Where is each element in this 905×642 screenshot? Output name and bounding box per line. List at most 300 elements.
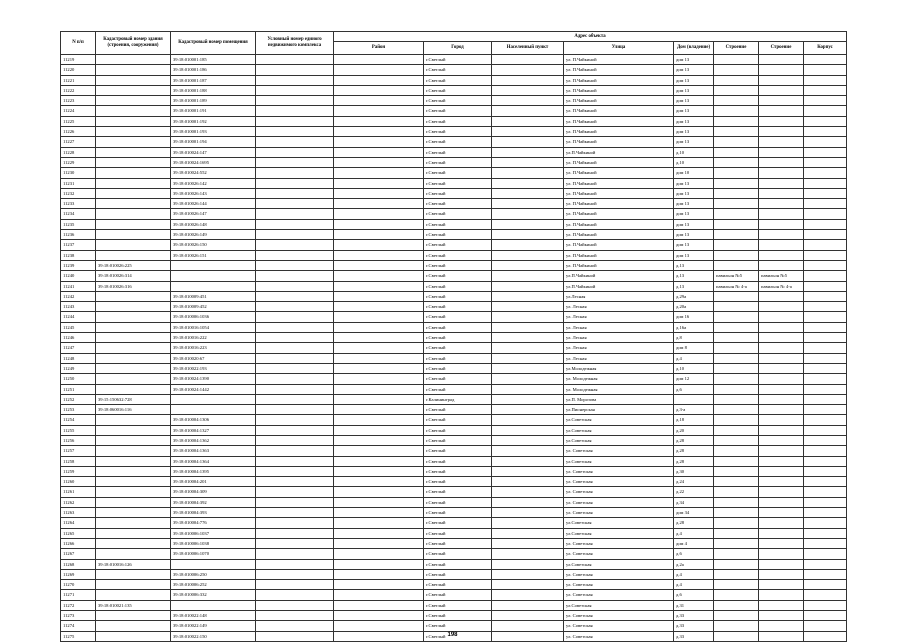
table-cell: 11219 [61,55,96,65]
table-cell: г.Светлый [424,343,492,353]
table-cell [759,147,804,157]
table-cell [256,157,334,167]
table-cell: ул. Советская [564,446,674,456]
table-cell [804,106,847,116]
table-cell [96,353,171,363]
table-cell: 11230 [61,168,96,178]
table-cell: г.Светлый [424,240,492,250]
table-cell: ул.Советская [564,528,674,538]
table-cell: дом 13 [674,188,714,198]
table-cell [334,374,424,384]
table-cell: 39:18:010016:222 [171,333,256,343]
table-cell [334,281,424,291]
table-cell [96,580,171,590]
table-cell [759,188,804,198]
table-cell [759,384,804,394]
table-cell [256,425,334,435]
table-cell: дом 13 [674,65,714,75]
table-cell: д.33 [674,621,714,631]
table-cell [759,549,804,559]
table-cell: д.4 [674,353,714,363]
table-cell: дом 13 [674,55,714,65]
table-cell [714,199,759,209]
table-cell [334,466,424,476]
header-korpus: Корпус [804,42,847,55]
table-cell [714,549,759,559]
table-cell [804,549,847,559]
table-cell [256,580,334,590]
table-cell: д.28 [674,446,714,456]
table-cell [256,188,334,198]
table-cell [256,415,334,425]
table-cell: ул. Лесная [564,312,674,322]
table-cell [334,302,424,312]
table-cell [759,363,804,373]
table-cell [714,466,759,476]
table-cell: 39:18:010001:185 [171,55,256,65]
table-cell [256,322,334,332]
table-cell [804,374,847,384]
table-cell [96,611,171,621]
table-cell [171,271,256,281]
table-cell [714,425,759,435]
table-cell [714,446,759,456]
table-cell [759,435,804,445]
table-cell: дом 34 [674,508,714,518]
table-row [61,353,847,363]
table-cell: г.Светлый [424,538,492,548]
table-cell [96,446,171,456]
table-cell [256,281,334,291]
table-cell: павильон № 4-а [759,281,804,291]
table-cell: 11268 [61,559,96,569]
table-cell [334,611,424,621]
table-cell [759,621,804,631]
table-cell [759,302,804,312]
table-cell: 39:18:010024:552 [171,168,256,178]
table-cell: дом 10 [674,168,714,178]
table-cell [334,518,424,528]
table-cell: ул. П.Чайкиной [564,209,674,219]
table-cell: 11237 [61,240,96,250]
table-cell: ул. П.Чайкиной [564,199,674,209]
table-cell [96,65,171,75]
table-cell: г.Светлый [424,580,492,590]
table-cell [759,250,804,260]
table-cell: 11225 [61,116,96,126]
table-cell [804,487,847,497]
table-cell [804,394,847,404]
table-cell [256,250,334,260]
table-cell [804,538,847,548]
table-cell: ул. П.Чайкиной [564,116,674,126]
table-cell [256,260,334,270]
table-cell [714,96,759,106]
table-cell: ул. Советская [564,631,674,641]
table-cell [804,127,847,137]
table-cell: г.Светлый [424,127,492,137]
table-cell [804,209,847,219]
table-cell: 39:18:010026:149 [171,230,256,240]
table-cell [256,65,334,75]
table-cell: г.Светлый [424,199,492,209]
table-cell: 39:18:010004:1395 [171,466,256,476]
table-cell: 11259 [61,466,96,476]
table-row [61,65,847,75]
table-cell: г.Светлый [424,85,492,95]
table-cell [714,497,759,507]
table-cell: ул. Советская [564,508,674,518]
table-cell: 11241 [61,281,96,291]
table-cell [334,127,424,137]
table-cell [334,446,424,456]
table-cell [804,446,847,456]
table-cell [714,456,759,466]
table-cell [256,271,334,281]
table-cell [256,363,334,373]
table-cell: ул. Молодежная [564,384,674,394]
table-cell [714,508,759,518]
table-cell: г.Светлый [424,600,492,610]
table-cell: 39:18:010020:67 [171,353,256,363]
table-cell [334,508,424,518]
table-cell [714,435,759,445]
table-cell [759,569,804,579]
table-cell: ул.Советская [564,456,674,466]
table-cell: 11226 [61,127,96,137]
table-cell: 11253 [61,405,96,415]
table-row [61,127,847,137]
table-cell: 11222 [61,85,96,95]
table-cell: дом 13 [674,240,714,250]
table-cell: 11223 [61,96,96,106]
table-cell: 11267 [61,549,96,559]
table-cell: 39:18:060016:116 [96,405,171,415]
table-cell [334,96,424,106]
table-cell: ул. Советская [564,466,674,476]
table-cell [334,353,424,363]
table-cell: 39:18:010004:1306 [171,415,256,425]
table-cell [96,85,171,95]
table-cell: г.Светлый [424,312,492,322]
table-cell: г.Светлый [424,333,492,343]
table-cell [714,394,759,404]
table-cell: 11265 [61,528,96,538]
table-cell [804,405,847,415]
table-cell [96,466,171,476]
table-cell: д.16а [674,322,714,332]
table-cell: ул. П.Чайкиной [564,240,674,250]
table-cell: ул. П.Чайкиной [564,55,674,65]
table-cell: 11274 [61,621,96,631]
table-cell: ул. Советская [564,477,674,487]
table-cell: г.Светлый [424,405,492,415]
table-cell [256,549,334,559]
table-cell: д.13 [674,281,714,291]
table-cell: 11258 [61,456,96,466]
table-row [61,302,847,312]
table-cell [714,302,759,312]
table-cell [492,456,564,466]
table-cell: дом 13 [674,75,714,85]
table-cell [96,209,171,219]
table-cell [759,85,804,95]
header-num: N п/п [61,32,96,55]
table-cell: д.33 [674,631,714,641]
table-cell: 39:18:010001:187 [171,75,256,85]
table-cell [714,353,759,363]
table-cell [334,85,424,95]
table-cell [759,508,804,518]
table-cell [492,302,564,312]
table-row [61,487,847,497]
table-cell [804,178,847,188]
table-cell [714,260,759,270]
table-cell [714,363,759,373]
table-cell [256,55,334,65]
table-cell [256,85,334,95]
table-cell: г.Калининград [424,394,492,404]
table-cell: 11270 [61,580,96,590]
table-cell: г.Светлый [424,569,492,579]
table-cell [759,425,804,435]
table-cell [492,322,564,332]
table-cell: ул.П. Морозова [564,394,674,404]
table-cell [334,343,424,353]
table-cell [492,477,564,487]
table-cell: ул. П.Чайкиной [564,168,674,178]
table-cell: 11246 [61,333,96,343]
table-cell [492,168,564,178]
table-cell [714,374,759,384]
table-cell: 11242 [61,291,96,301]
table-cell [714,55,759,65]
table-cell [96,116,171,126]
table-cell [804,415,847,425]
table-cell: ул. Советская [564,487,674,497]
table-cell [492,425,564,435]
table-cell [804,518,847,528]
table-cell [759,96,804,106]
table-cell: 11273 [61,611,96,621]
table-cell [256,384,334,394]
table-cell: ул.Советская [564,559,674,569]
table-cell [96,497,171,507]
table-cell [334,137,424,147]
table-cell [804,55,847,65]
table-cell [256,343,334,353]
header-address: Адрес объекта [334,32,847,42]
table-cell [171,405,256,415]
table-cell [492,466,564,476]
table-cell [96,55,171,65]
table-cell: 39:18:010001:193 [171,127,256,137]
table-cell [759,199,804,209]
table-cell [714,65,759,75]
table-cell: 11234 [61,209,96,219]
table-row [61,178,847,188]
table-cell [492,621,564,631]
table-cell [714,188,759,198]
table-cell: ул. Советская [564,621,674,631]
table-cell [96,384,171,394]
table-cell [804,147,847,157]
table-cell: д.4 [674,569,714,579]
table-cell: г.Светлый [424,168,492,178]
table-cell: ул. П.Чайкиной [564,137,674,147]
table-cell [714,518,759,528]
table-cell [804,260,847,270]
table-row [61,394,847,404]
table-cell: 11269 [61,569,96,579]
table-cell [492,497,564,507]
table-cell: г.Светлый [424,621,492,631]
table-cell [492,209,564,219]
table-cell: д.13 [674,271,714,281]
table-row [61,508,847,518]
table-cell [714,106,759,116]
table-cell [759,178,804,188]
table-row [61,271,847,281]
table-cell: ул. Советская [564,497,674,507]
table-cell [256,240,334,250]
table-cell: г.Светлый [424,65,492,75]
table-cell [96,127,171,137]
table-cell [804,477,847,487]
table-cell: 39:18:010021:135 [96,600,171,610]
table-cell [334,250,424,260]
table-cell [334,322,424,332]
table-cell [334,621,424,631]
table-cell [714,75,759,85]
table-cell [714,209,759,219]
table-cell [759,353,804,363]
table-cell [804,528,847,538]
table-cell: павильон №5 [759,271,804,281]
table-cell: 11227 [61,137,96,147]
table-cell [759,559,804,569]
table-row [61,518,847,528]
table-cell: 39:18:010016:223 [171,343,256,353]
header-settlement: Населенный пункт [492,42,564,55]
table-cell [96,569,171,579]
table-cell: дом 13 [674,230,714,240]
table-cell: 39:18:010026:314 [96,271,171,281]
table-cell: 11256 [61,435,96,445]
table-cell [759,55,804,65]
table-cell [334,497,424,507]
table-cell [714,127,759,137]
table-cell [759,209,804,219]
table-cell: 39:18:010026:150 [171,240,256,250]
table-cell [256,518,334,528]
table-cell [256,374,334,384]
table-body [61,55,847,642]
table-cell [492,312,564,322]
table-cell [759,127,804,137]
table-cell [334,240,424,250]
table-cell [256,116,334,126]
table-cell: ул. П.Чайкиной [564,260,674,270]
table-cell: г.Светлый [424,611,492,621]
table-cell [256,435,334,445]
table-row [61,497,847,507]
table-cell: 39:18:010022:149 [171,621,256,631]
table-cell: 11260 [61,477,96,487]
table-cell [804,230,847,240]
table-cell [714,559,759,569]
table-cell: г.Светлый [424,157,492,167]
table-cell: 39:18:010001:189 [171,96,256,106]
table-cell [96,188,171,198]
table-cell [804,621,847,631]
table-cell [804,384,847,394]
table-cell: ул.П.Чайкиной [564,147,674,157]
table-cell: 11271 [61,590,96,600]
table-cell: дом 13 [674,199,714,209]
table-cell: г.Светлый [424,250,492,260]
table-row [61,199,847,209]
table-cell: 11243 [61,302,96,312]
table-cell [334,363,424,373]
table-cell [759,590,804,600]
table-cell [334,415,424,425]
table-cell: 11231 [61,178,96,188]
table-cell [492,374,564,384]
table-cell [334,65,424,75]
table-row [61,219,847,229]
table-cell [256,127,334,137]
table-cell [96,415,171,425]
table-cell: дом 12 [674,374,714,384]
table-cell: ул.Пионерская [564,405,674,415]
table-row [61,96,847,106]
table-cell [334,569,424,579]
table-cell [804,425,847,435]
table-cell [256,590,334,600]
table-cell: д.29а [674,291,714,301]
table-cell [714,137,759,147]
table-cell: 11250 [61,374,96,384]
table-cell: г.Светлый [424,260,492,270]
table-cell: д.30 [674,466,714,476]
table-cell [334,333,424,343]
table-cell: 11240 [61,271,96,281]
table-cell [714,333,759,343]
table-cell: ул.Советская [564,415,674,425]
table-cell [256,466,334,476]
table-cell: 39:18:010006:1036 [171,312,256,322]
table-cell [96,343,171,353]
table-cell: 39:18:010001:194 [171,137,256,147]
page-number: 198 [447,632,458,638]
table-row [61,405,847,415]
table-cell: 11248 [61,353,96,363]
table-cell: 39:18:010026:225 [96,260,171,270]
table-cell [759,477,804,487]
table-cell [256,538,334,548]
table-cell: ул. П.Чайкиной [564,230,674,240]
table-row [61,559,847,569]
table-cell [759,343,804,353]
table-cell: 11235 [61,219,96,229]
table-cell [804,466,847,476]
table-cell [96,477,171,487]
table-cell: 39:18:010026:147 [171,209,256,219]
table-cell [492,487,564,497]
table-cell [492,96,564,106]
table-cell: ул. П.Чайкиной [564,85,674,95]
